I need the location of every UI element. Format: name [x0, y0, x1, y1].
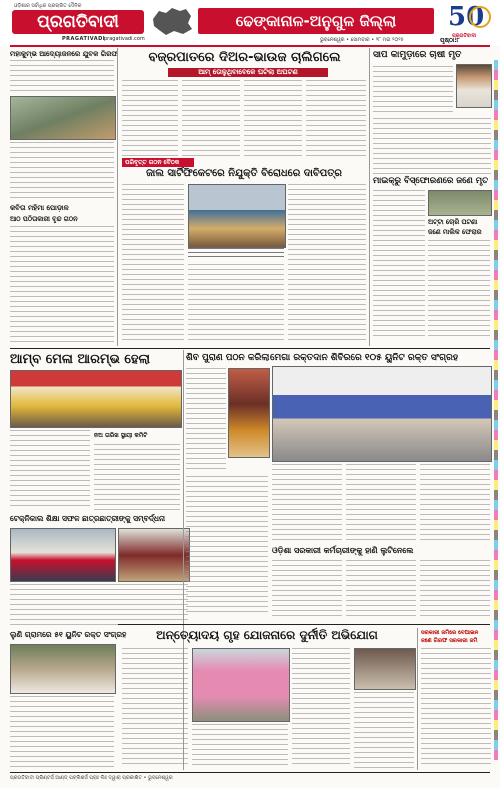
- story-9-photo: [228, 368, 270, 458]
- registration-bar: [494, 60, 498, 760]
- brand-latin: PRAGATIVADI: [62, 36, 106, 42]
- story-7-body: [428, 240, 490, 340]
- page-number: ପୃଷ୍ଠା:୮: [440, 37, 460, 44]
- story-2-subhead: ଆମ୍ ତୋଳୁଥିବାବେଳେ ଘଟିଲା ଅଘଟଣ: [198, 68, 298, 76]
- anniversary-logo-icon: [444, 2, 492, 36]
- story-2-body-a: [122, 80, 178, 156]
- story-16-line1[interactable]: ସରକାରୀ ଜମିରେ ବେଆଇନ: [421, 630, 479, 636]
- story-10-headline[interactable]: ମେଗା ରକ୍ତଦାନ ଶିବିରରେ ୧୦୫ ୟୁନିଟ ରକ୍ତ ସଂଗ୍ରହ: [270, 353, 459, 363]
- story-13-body-c: [420, 560, 490, 620]
- story-3-body-a: [373, 66, 453, 116]
- story-10-photo: [272, 366, 492, 462]
- story-5-photo: [188, 184, 286, 248]
- story-12-body: [10, 584, 188, 626]
- anniversary-sub: ପ୍ରଗତିବାଦୀ: [452, 33, 477, 39]
- story-5-body-a: [122, 184, 184, 342]
- story-1-headline[interactable]: ମହାକୁମ୍ଭ ଆଦ୍ୟୋଜନରେ ଯୁବକ ଗିରଫ: [10, 50, 119, 58]
- story-4-subhead: ଆଠ ପଠିତାକାରୀ ବୃନ୍ଦ ଗଠନ: [10, 215, 78, 223]
- story-10-body-c: [420, 464, 490, 540]
- section-divider-mid: [118, 624, 490, 625]
- story-3-photo: [456, 64, 492, 108]
- story-2-body-b: [182, 80, 240, 156]
- date-line: ଭୁବନେଶ୍ୱର • ସୋମବାର • ୨୮ ମଇ ୨୦୨୫: [320, 37, 404, 43]
- story-5-body-c: [188, 264, 284, 342]
- story-10-body-a: [272, 464, 342, 540]
- website[interactable]: pragativadi.com: [104, 36, 145, 42]
- story-12-photo: [10, 528, 116, 582]
- story-8-headline[interactable]: ଆମ୍ବ ମେଳା ଆରମ୍ଭ ହେଲା: [10, 352, 151, 367]
- edition-title: ଢେଙ୍କାନାଳ-ଅନୁଗୁଳ ଜିଲ୍ଲା: [235, 12, 397, 30]
- footer-divider: [10, 772, 490, 773]
- story-1-body-2: [10, 142, 114, 200]
- masthead: [0, 0, 500, 46]
- col-divider-4: [417, 628, 418, 770]
- story-3-headline[interactable]: ସାପ କାମୁଡ଼ାରେ ଚାଷୀ ମୃତ: [373, 50, 462, 60]
- story-5-kicker: ପରିବୃତ୍ତ ଗଠନ ବୈଠକ: [125, 159, 180, 166]
- story-4-body: [10, 226, 114, 342]
- story-16-line2[interactable]: ଜଣେ ଗିରଫ ସରକାରୀ ଜମି: [421, 638, 478, 644]
- story-1-photo: [10, 96, 116, 140]
- story-11-headline[interactable]: ନଅ ତାରିଖ ସ୍ଥାୟୀ କମିଟି: [94, 432, 148, 439]
- story-14-photo: [10, 644, 116, 694]
- col-divider-1: [117, 48, 118, 346]
- story-15-body-a: [122, 648, 188, 768]
- story-7-item1[interactable]: ଅଟ୍ଟା ଚୋରି ଘଟଣା: [428, 218, 478, 226]
- story-2-body-c: [244, 80, 302, 156]
- section-divider-top: [10, 348, 490, 349]
- story-13-headline[interactable]: ଓଡ଼ିଶା ସରକାରୀ କର୍ମଚାରୀଙ୍କୁ ହାଣି ଲୁଟିନେଲେ: [272, 546, 414, 555]
- story-8-body-b: [94, 444, 180, 510]
- story-1-body: [10, 60, 114, 94]
- story-15-photo: [192, 648, 290, 722]
- story-5-caption: [188, 248, 284, 260]
- story-5-body-b: [288, 184, 366, 342]
- story-8-photo: [10, 370, 182, 428]
- story-7-item2[interactable]: ଜଣେ ମାଲିକ ଫେରାର: [428, 228, 482, 236]
- story-15-headline[interactable]: ଅନ୍ତ୍ୟୋଦୟ ଗୃହ ଯୋଜନାରେ ଦୁର୍ନୀତି ଅଭିଯୋଗ: [156, 628, 378, 642]
- tagline: ଓଡ଼ିଶାର ସର୍ବାଧିକ ପ୍ରଚାରିତ ଦୈନିକ: [14, 3, 82, 9]
- story-10-body-b: [346, 464, 416, 540]
- anniversary-number: 50: [448, 2, 485, 32]
- story-14-body: [10, 696, 114, 768]
- story-14-headline[interactable]: ଲୁଣି ଗ୍ରାମରେ ୫୧ ୟୁନିଟ ରକ୍ତ ସଂଗ୍ରହ: [10, 630, 127, 639]
- story-2-headline[interactable]: ବଜ୍ରପାତରେ ଦିଅର-ଭାଉଜ ଚାଲିଗଲେ: [148, 50, 341, 65]
- masthead-divider: [10, 45, 490, 47]
- story-15-body-b: [192, 724, 288, 768]
- story-15-photo-2: [354, 648, 416, 690]
- story-15-body-c: [292, 648, 350, 768]
- district-map-icon: [150, 5, 194, 37]
- story-6-headline[interactable]: ମାଇକ୍ରୁ ବିସ୍ଫୋରଣରେ ଜଣେ ମୃତ: [373, 176, 489, 186]
- footer-imprint: ପ୍ରଗତିବାଦୀ ପ୍ରିଣ୍ଟର୍ସ ଆଣ୍ଡ୍ ପବ୍ଲିଶର୍ସ ପ୍ରାଃ ଲିଃ ଦ୍ୱାରା ପ୍ରକାଶିତ • ଭୁବନେଶ୍ୱର: [10, 775, 173, 781]
- story-9-headline[interactable]: ଶିବ ପୁରାଣ ପଠନ କରିଲା: [186, 353, 270, 363]
- story-13-body-a: [272, 560, 342, 620]
- story-15-body-d: [354, 692, 414, 768]
- story-5-headline[interactable]: ଜାଲ ସାର୍ଟିଫିକେଟରେ ନିଯୁକ୍ତି ବିରୋଧରେ ଦାବିପତ୍ର: [146, 168, 342, 179]
- story-13-body-b: [346, 560, 416, 620]
- story-6-photo: [428, 190, 492, 216]
- story-4-headline[interactable]: କବିତା ମହିମା ପୋଡ଼ାଳ: [10, 204, 69, 212]
- brand-name: ପ୍ରଗତିବାଦୀ: [37, 12, 119, 32]
- story-16-body: [421, 648, 491, 768]
- story-8-body-a: [10, 430, 90, 510]
- story-3-body-b: [373, 118, 491, 174]
- story-12-headline[interactable]: ଟେକ୍ନିକାଲ ଶିକ୍ଷା ସଫଳ ଛାତ୍ରଛାତ୍ରୀଙ୍କୁ ସମ୍ବର୍ଦ୍ଧନା: [10, 514, 166, 523]
- story-2-body-d: [306, 80, 366, 156]
- story-9-body-b: [186, 476, 268, 616]
- story-9-body-a: [186, 368, 226, 472]
- story-12-photo-2: [118, 528, 190, 582]
- story-6-body-a: [373, 190, 425, 340]
- col-divider-2: [369, 48, 370, 346]
